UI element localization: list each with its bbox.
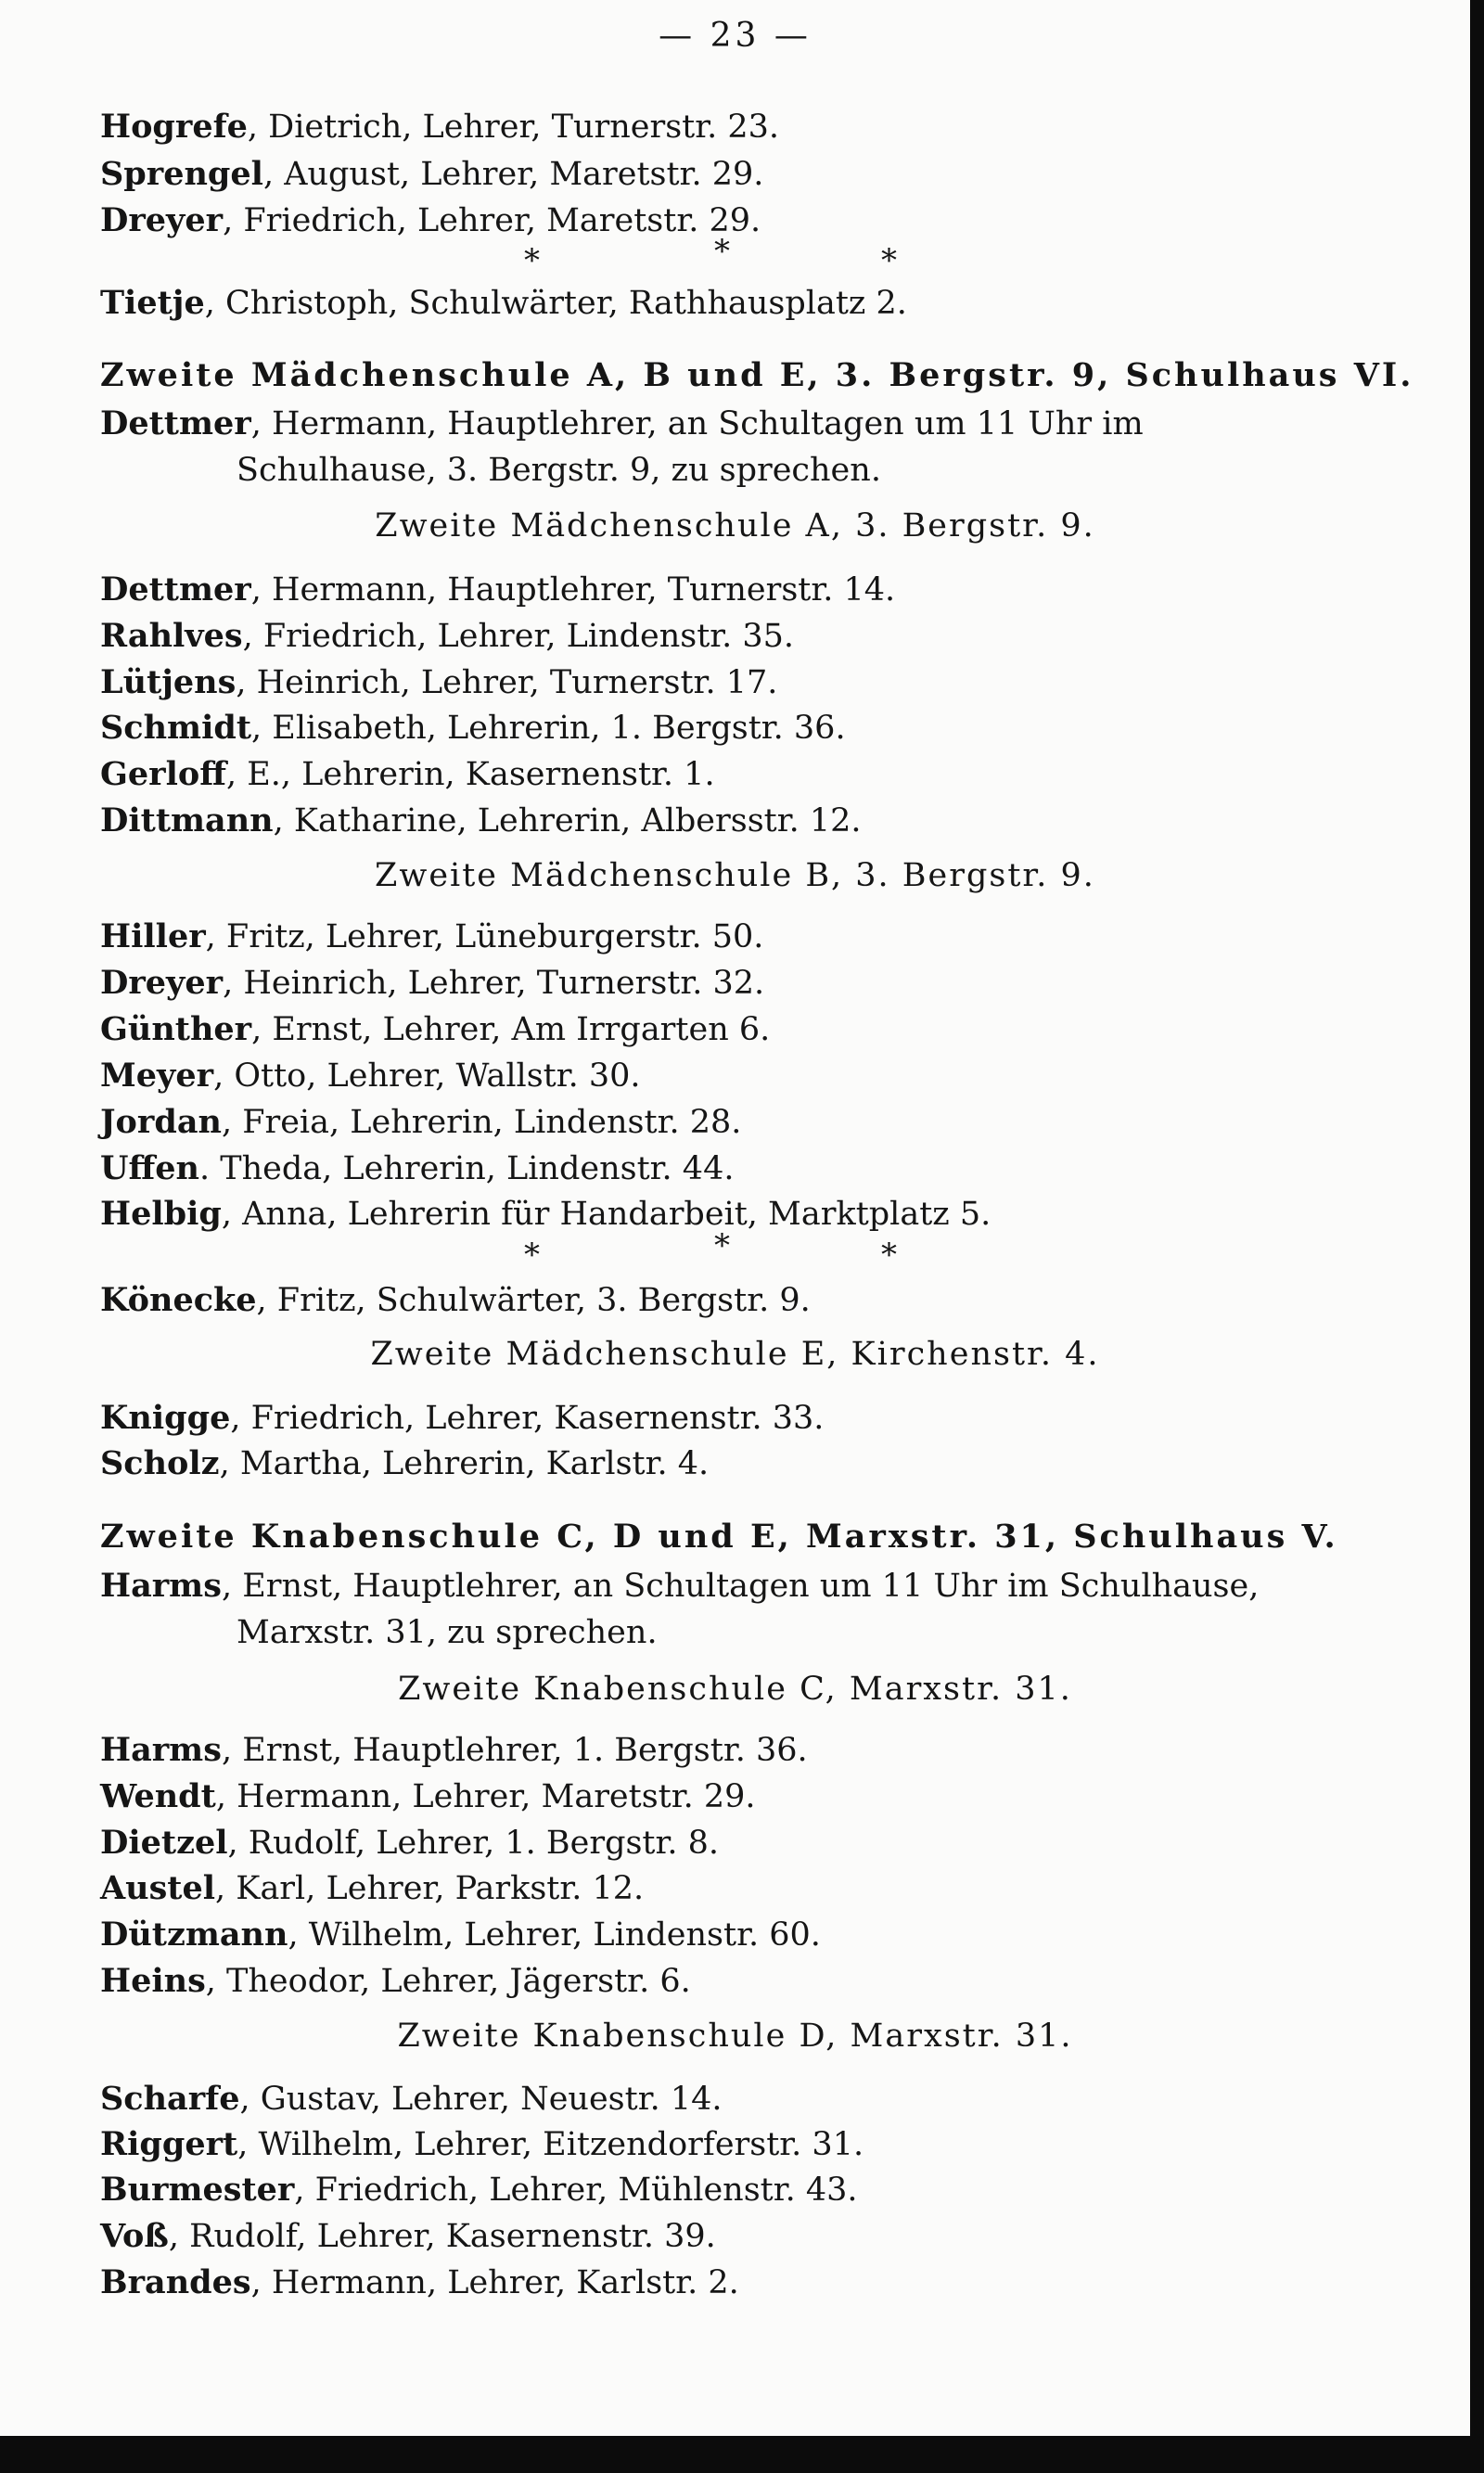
directory-entry	[100, 2167, 858, 2213]
directory-entry	[100, 1958, 691, 2005]
asterisk: *	[714, 233, 730, 270]
directory-entry	[100, 798, 862, 844]
entry-details: , Friedrich, Lehrer, Maretstr. 29.	[223, 202, 761, 239]
directory-entry	[100, 104, 779, 150]
entry-surname: Dützmann	[100, 1916, 288, 1954]
entry-details: , August, Lehrer, Maretstr. 29.	[262, 156, 764, 193]
entry-details: , Otto, Lehrer, Wallstr. 30.	[213, 1057, 641, 1095]
directory-entry	[100, 1395, 824, 1442]
directory-entry	[100, 280, 907, 327]
asterisk: *	[881, 242, 897, 279]
entry-surname: Voß	[100, 2217, 169, 2255]
section-heading: Zweite Mädchenschule A, 3. Bergstr. 9.	[375, 507, 1095, 545]
entry-surname: Dittmann	[100, 801, 274, 839]
entry-surname: Burmester	[100, 2171, 295, 2209]
entry-details: , Rudolf, Lehrer, Kasernenstr. 39.	[168, 2218, 716, 2255]
directory-entry	[100, 705, 846, 751]
directory-entry	[100, 1912, 821, 1958]
entry-details: , Ernst, Hauptlehrer, an Schultagen um 11 Uhr im Schulhause,	[221, 1568, 1260, 1605]
entry-surname: Dreyer	[100, 964, 224, 1002]
directory-entry	[100, 914, 763, 960]
entry-details: , Ernst, Lehrer, Am Irrgarten 6.	[251, 1011, 771, 1048]
asterisk: *	[524, 1236, 540, 1274]
entry-surname: Günther	[100, 1010, 252, 1048]
directory-entry	[100, 1277, 811, 1324]
entry-details: , Friedrich, Lehrer, Mühlenstr. 43.	[294, 2172, 858, 2209]
entry-details: . Theda, Lehrerin, Lindenstr. 44.	[198, 1150, 735, 1187]
entry-details: , Wilhelm, Lehrer, Lindenstr. 60.	[288, 1916, 821, 1954]
entry-details: , Christoph, Schulwärter, Rathhausplatz 2.	[204, 285, 907, 322]
directory-entry	[100, 1053, 641, 1099]
entry-details: , Martha, Lehrerin, Karlstr. 4.	[219, 1445, 710, 1482]
directory-entry	[100, 2260, 739, 2306]
entry-details: , Friedrich, Lehrer, Kasernenstr. 33.	[230, 1400, 825, 1437]
section-heading: Zweite Mädchenschule B, 3. Bergstr. 9.	[375, 857, 1095, 894]
directory-entry	[100, 198, 761, 244]
directory-entry	[100, 567, 895, 613]
entry-surname: Meyer	[100, 1057, 214, 1095]
entry-continuation: Schulhause, 3. Bergstr. 9, zu sprechen.	[237, 452, 881, 489]
directory-entry	[100, 1820, 719, 1866]
entry-surname: Gerloff	[100, 755, 226, 793]
directory-entry	[100, 613, 794, 660]
directory-entry	[100, 401, 1144, 447]
asterisk-separator	[0, 1227, 1470, 1274]
directory-entry	[100, 151, 763, 198]
entry-surname: Wendt	[100, 1777, 216, 1815]
entry-details: , Hermann, Hauptlehrer, an Schultagen um 11 Uhr im	[250, 405, 1144, 442]
entry-details: , Dietrich, Lehrer, Turnerstr. 23.	[247, 109, 780, 146]
directory-entry	[100, 2076, 723, 2122]
page-number: — 23 —	[659, 17, 812, 55]
entry-details: , Rudolf, Lehrer, 1. Bergstr. 8.	[227, 1825, 720, 1862]
entry-details: , Heinrich, Lehrer, Turnerstr. 32.	[223, 965, 765, 1002]
directory-entry	[100, 660, 777, 706]
entry-surname: Harms	[100, 1731, 222, 1769]
asterisk-separator	[0, 233, 1470, 279]
entry-details: , Theodor, Lehrer, Jägerstr. 6.	[205, 1963, 691, 2000]
asterisk: *	[714, 1227, 730, 1264]
entry-surname: Helbig	[100, 1195, 222, 1233]
directory-entry	[100, 1146, 734, 1192]
entry-details: , E., Lehrerin, Kasernenstr. 1.	[225, 756, 715, 793]
directory-entry	[100, 2121, 864, 2168]
section-heading: Zweite Knabenschule C, D und E, Marxstr. 31, Schulhaus V.	[100, 1518, 1338, 1556]
section-heading: Zweite Knabenschule C, Marxstr. 31.	[398, 1671, 1072, 1708]
entry-surname: Austel	[100, 1869, 216, 1907]
entry-surname: Uffen	[100, 1149, 199, 1187]
section-heading: Zweite Mädchenschule E, Kirchenstr. 4.	[370, 1336, 1100, 1373]
entry-details: , Anna, Lehrerin für Handarbeit, Marktplatz 5.	[221, 1196, 991, 1233]
directory-entry	[100, 1774, 756, 1820]
entry-details: , Katharine, Lehrerin, Albersstr. 12.	[273, 802, 862, 839]
entry-surname: Knigge	[100, 1399, 231, 1437]
entry-details: , Fritz, Schulwärter, 3. Bergstr. 9.	[256, 1282, 811, 1319]
entry-surname: Heins	[100, 1962, 206, 2000]
entry-surname: Könecke	[100, 1281, 257, 1319]
entry-details: , Karl, Lehrer, Parkstr. 12.	[215, 1870, 645, 1907]
directory-entry	[100, 1441, 709, 1487]
entry-surname: Jordan	[100, 1103, 222, 1141]
entry-surname: Rahlves	[100, 617, 243, 655]
entry-details: , Heinrich, Lehrer, Turnerstr. 17.	[236, 664, 778, 701]
directory-entry	[100, 1865, 644, 1912]
entry-details: , Freia, Lehrerin, Lindenstr. 28.	[221, 1104, 742, 1141]
entry-details: , Fritz, Lehrer, Lüneburgerstr. 50.	[205, 918, 764, 955]
entry-surname: Scharfe	[100, 2080, 240, 2118]
entry-surname: Tietje	[100, 284, 205, 322]
entry-details: , Hermann, Lehrer, Maretstr. 29.	[215, 1778, 756, 1815]
entry-details: , Hermann, Lehrer, Karlstr. 2.	[250, 2264, 739, 2301]
entry-surname: Hiller	[100, 917, 206, 955]
entry-surname: Dettmer	[100, 570, 251, 609]
entry-surname: Dettmer	[100, 404, 251, 442]
asterisk: *	[524, 242, 540, 279]
entry-surname: Sprengel	[100, 155, 263, 193]
entry-details: , Elisabeth, Lehrerin, 1. Bergstr. 36.	[251, 710, 846, 747]
directory-entry	[100, 1006, 770, 1053]
section-heading: Zweite Mädchenschule A, B und E, 3. Bergstr. 9, Schulhaus VI.	[100, 356, 1414, 394]
entry-surname: Riggert	[100, 2125, 238, 2163]
entry-surname: Harms	[100, 1567, 222, 1605]
asterisk: *	[881, 1236, 897, 1274]
entry-surname: Scholz	[100, 1444, 220, 1482]
section-heading: Zweite Knabenschule D, Marxstr. 31.	[397, 2018, 1073, 2055]
entry-surname: Dietzel	[100, 1824, 228, 1862]
entry-surname: Hogrefe	[100, 108, 248, 146]
entry-details: , Gustav, Lehrer, Neuestr. 14.	[239, 2081, 723, 2118]
entry-details: , Ernst, Hauptlehrer, 1. Bergstr. 36.	[221, 1732, 808, 1769]
entry-surname: Schmidt	[100, 709, 252, 747]
directory-entry	[100, 751, 715, 798]
entry-surname: Lütjens	[100, 663, 237, 701]
directory-entry	[100, 1563, 1259, 1609]
scan-edge-right	[1470, 0, 1484, 2473]
directory-entry	[100, 1191, 991, 1237]
entry-surname: Brandes	[100, 2263, 251, 2301]
entry-details: , Hermann, Hauptlehrer, Turnerstr. 14.	[250, 571, 896, 609]
entry-surname: Dreyer	[100, 201, 224, 239]
directory-entry	[100, 1727, 808, 1774]
entry-details: , Wilhelm, Lehrer, Eitzendorferstr. 31.	[237, 2126, 864, 2163]
scan-edge-bottom	[0, 2436, 1484, 2473]
entry-details: , Friedrich, Lehrer, Lindenstr. 35.	[242, 618, 795, 655]
directory-entry	[100, 2213, 716, 2260]
directory-entry	[100, 960, 764, 1006]
directory-entry	[100, 1099, 741, 1146]
entry-continuation: Marxstr. 31, zu sprechen.	[237, 1614, 658, 1651]
